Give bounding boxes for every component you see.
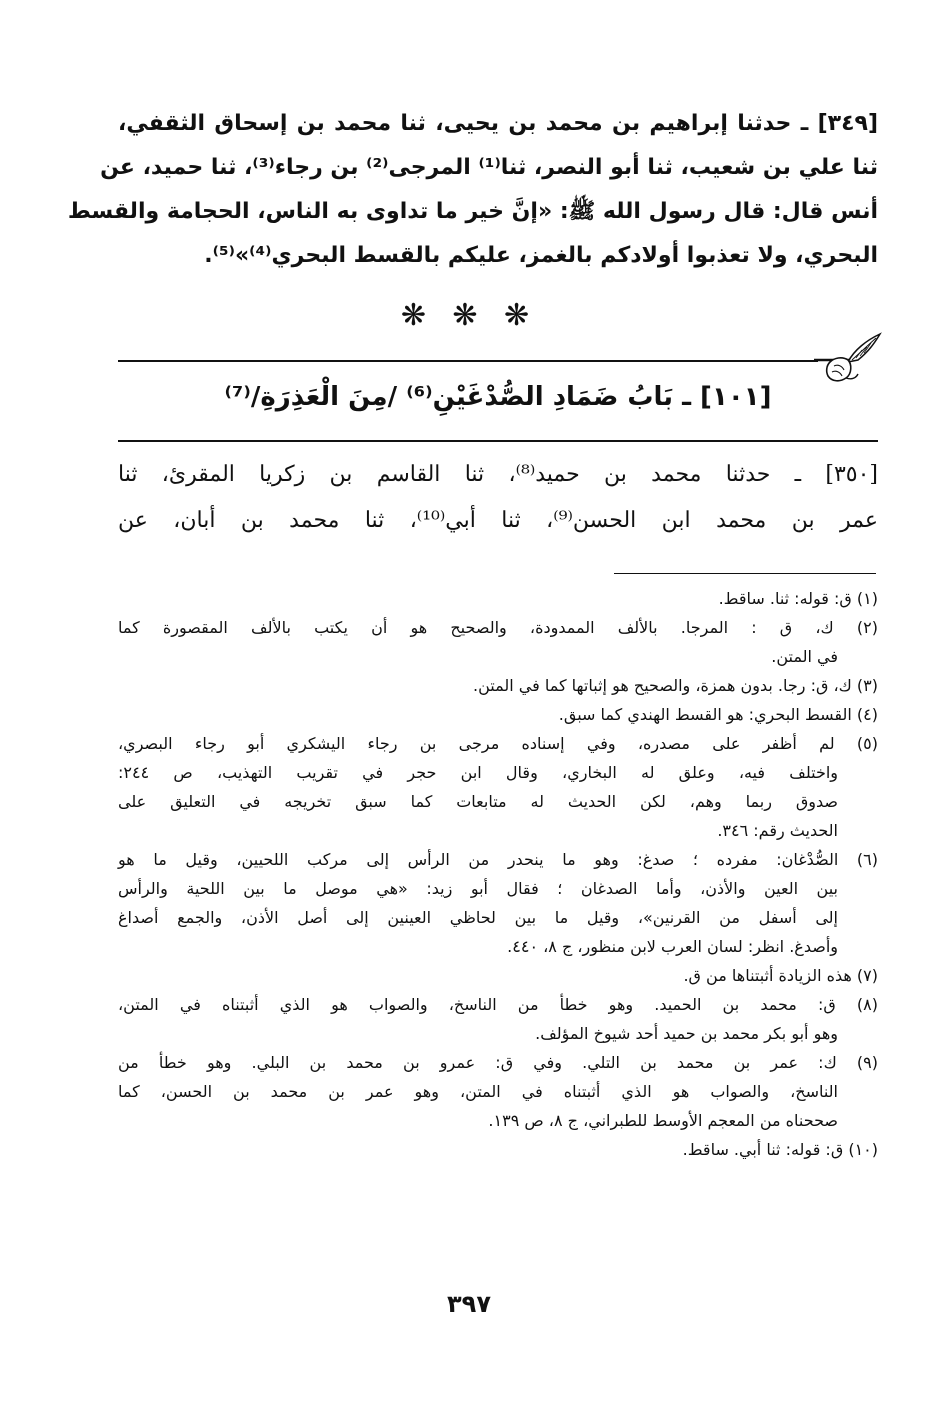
footnote-line: وهو أبو بكر محمد بن حميد أحد شيوخ المؤلف. (535, 1024, 838, 1043)
footnote-line: الحديث رقم: ٣٤٦. (717, 821, 838, 840)
footnote-line: (٤) القسط البحري: هو القسط الهندي كما سبق. (558, 705, 878, 724)
footnote-line: (٨) ق: محمد بن الحميد. وهو خطأ من الناسخ، والصواب هو الذي أثبتناه في المتن، (118, 995, 878, 1014)
footnote-line: صدوق ربما وهم، لكن الحديث له متابعات كما سبق تخريجه في التعليق على (118, 792, 838, 811)
hadith-349-line: البحري، ولا تعذبوا أولادكم بالغمز، عليكم بالقسط البحري⁽⁴⁾»⁽⁵⁾. (204, 243, 878, 268)
section-separator: ❋ ❋ ❋ (400, 298, 538, 333)
footnote-line: صححناه من المعجم الأوسط للطبراني، ج ٨، ص ١٣٩. (488, 1111, 838, 1130)
chapter-top-rule (118, 360, 818, 362)
chapter-title: [١٠١] ـ بَابُ ضَمَادِ الصُّدْغَيْنِ⁽⁶⁾ /مِنَ الْعَذِرَةِ/⁽⁷⁾ (224, 382, 772, 412)
footnote-line: وأصدغ. انظر: لسان العرب لابن منظور، ج ٨، ٤٤٠. (507, 937, 838, 956)
footnote-line: (٥) لم أظفر على مصدره، وفي إسناده مرجى بن رجاء اليشكري أبو رجاء البصري، (118, 734, 878, 753)
footnote-line: (٣) ك، ق: رجا. بدون همزة، والصحيح هو إثباتها كما في المتن. (473, 676, 878, 695)
footnotes-rule (614, 573, 876, 574)
page-number: ٣٩٧ (447, 1290, 491, 1318)
hadith-350 (118, 452, 878, 544)
chapter-bottom-rule (118, 440, 878, 442)
hadith-349 (67, 102, 878, 278)
hadith-349-line: [٣٤٩] ـ حدثنا إبراهيم بن محمد بن يحيى، ثنا محمد بن إسحاق الثقفي، (118, 111, 878, 136)
hadith-350-line: عمر بن محمد ابن الحسن⁽⁹⁾، ثنا أبي⁽¹⁰⁾، ثنا محمد بن أبان، عن (118, 508, 878, 533)
hadith-349-line: ثنا علي بن شعيب، ثنا أبو النصر، ثنا⁽¹⁾ المرجى⁽²⁾ بن رجاء⁽³⁾، ثنا حميد، عن (100, 155, 878, 180)
footnote-line: الناسخ، والصواب هو الذي أثبتناه في المتن، وهو عمر بن محمد بن الحسن، كما (118, 1082, 838, 1101)
footnote-line: بين العين والأذن، وأما الصدغان ؛ فقال أبو زيد: «هي موصل ما بين اللحية والرأس (118, 879, 838, 898)
hadith-349-line: أنس قال: قال رسول الله ﷺ: «إنَّ خير ما تداوى به الناس، الحجامة والقسط (67, 199, 878, 224)
footnote-line: (٧) هذه الزيادة أثبتناها من ق. (683, 966, 878, 985)
footnote-line: واختلف فيه، وعلق له البخاري، وقال ابن حجر في تقريب التهذيب، ص ٢٤٤: (118, 763, 838, 782)
footnote-line: في المتن. (771, 647, 838, 666)
footnote-line: إلى أسفل من القرنين»، وقيل ما بين لحاظي العينين إلى أصل الأذن، والجمع أصداغ (118, 908, 838, 927)
footnotes (118, 584, 878, 1164)
footnote-line: (٢) ك، ق : المرجا. بالألف الممدودة، والصحيح هو أن يكتب بالألف المقصورة كما (118, 618, 878, 637)
footnote-line: (١) ق: قوله: ثنا. ساقط. (718, 589, 878, 608)
footnote-line: (٦) الصُّدْغان: مفرده ؛ صدغ: وهو ما ينحدر من الرأس إلى مركب اللحيين، وقيل ما هو (118, 850, 878, 869)
hadith-350-line: [٣٥٠] ـ حدثنا محمد بن حميد⁽⁸⁾، ثنا القاسم بن زكريا المقرئ، ثنا (118, 462, 879, 487)
footnote-line: (١٠) ق: قوله: ثنا أبي. ساقط. (682, 1140, 878, 1159)
footnote-line: (٩) ك: عمر بن محمد بن التلي. وفي ق: عمرو بن محمد بن البلي. وهو خطأ من (118, 1053, 878, 1072)
